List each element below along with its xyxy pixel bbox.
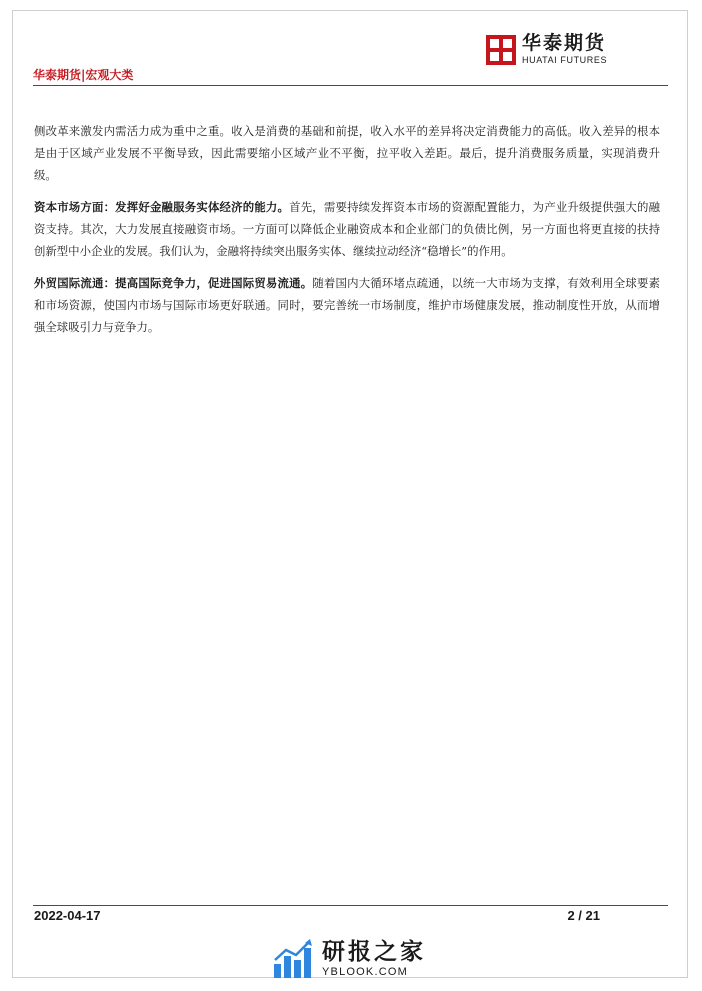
company-logo xyxy=(486,34,607,65)
paragraph-consumption xyxy=(34,120,660,186)
paragraph-foreign-trade xyxy=(34,272,660,338)
paragraph-lead: 外贸国际流通：提高国际竞争力，促进国际贸易流通。 xyxy=(34,276,313,290)
report-body xyxy=(34,120,660,348)
watermark-english: YBLOOK.COM xyxy=(322,965,408,978)
watermark-chinese: 研报之家 xyxy=(322,938,426,965)
logo-chinese-name: 华泰期货 xyxy=(522,32,607,54)
paragraph-text: 随着国内大循环堵点疏通，以统一大市场为支撑，有效利用全球要素和市场资源，使国内市场与国际市场更好联通。同时，要完善统一市场制度，维护市场健康发展，推动制度性开放，从而增强全球吸引力与竞争力。 xyxy=(34,276,660,334)
watermark xyxy=(272,938,426,980)
paragraph-text: 首先，需要持续发挥资本市场的资源配置能力，为产业升级提供强大的融资支持。其次，大力发展直接融资市场。一方面可以降低企业融资成本和企业部门的负债比例，另一方面也将更直接的扶持创新型中小企业的发展。我们认为，金融将持续突出服务实体、继续拉动经济“稳增长”的作用。 xyxy=(34,200,660,258)
paragraph-lead: 资本市场方面：发挥好金融服务实体经济的能力。 xyxy=(34,200,290,214)
logo-english-name: HUATAI FUTURES xyxy=(522,55,608,65)
bar-chart-icon xyxy=(272,938,314,980)
paragraph-capital-market xyxy=(34,196,660,262)
header-divider xyxy=(33,85,668,86)
huatai-logo-icon xyxy=(486,35,516,65)
page-number: 2 / 21 xyxy=(567,908,600,923)
paragraph-text: 侧改革来激发内需活力成为重中之重。收入是消费的基础和前提，收入水平的差异将决定消费能力的高低。收入差异的根本是由于区域产业发展不平衡导致，因此需要缩小区域产业不平衡，拉平收入差距。最后，提升消费服务质量，实现消费升级。 xyxy=(34,124,660,182)
report-date: 2022-04-17 xyxy=(34,908,101,923)
footer-divider xyxy=(33,905,668,906)
section-label: 华泰期货|宏观大类 xyxy=(33,68,134,82)
